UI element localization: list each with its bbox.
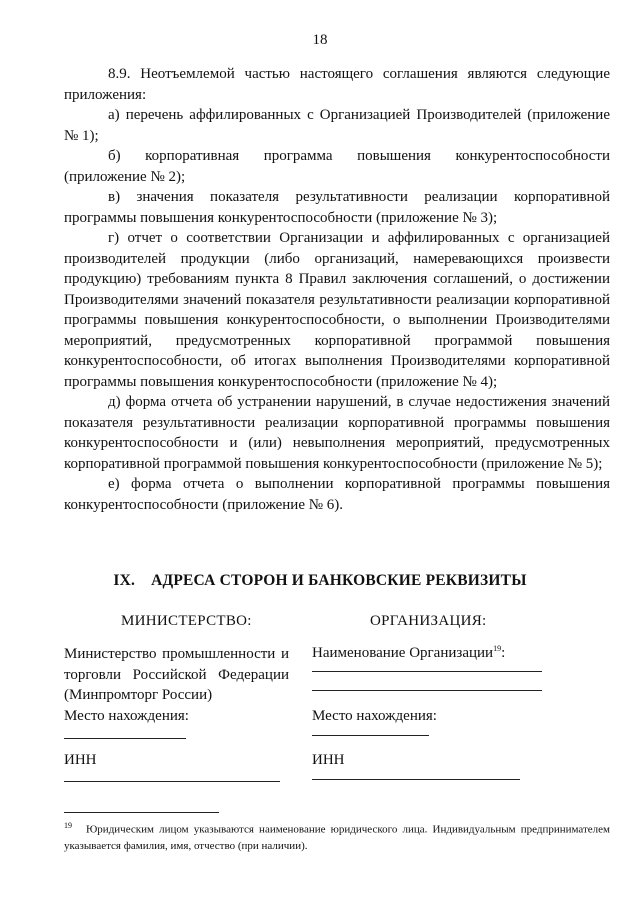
ministry-inn-line	[64, 781, 280, 782]
footnote-reference: 19	[493, 644, 502, 653]
ministry-inn-label: ИНН	[64, 752, 97, 768]
paragraph-g: г) отчет о соответствии Организации и аффилированных с организацией производителей продукции (либо организаций, намеревающихся произвести продукцию) требованиям пункта 8 Правил заключения соглашений, о достижении Производителями значений показателя результативности реализации корпоративной программы повышения конкурентоспособности, о выполнении Производителями мероприятий, предусмотренных корпоративной программой повышения конкурентоспособности, об итогах выполнения Производителями корпоративной программы повышения конкурентоспособности (приложение № 4);	[64, 230, 610, 390]
paragraph-b: б) корпоративная программа повышения конкурентоспособности (приложение № 2);	[64, 148, 610, 185]
appendix-list	[64, 64, 610, 515]
section-title: АДРЕСА СТОРОН И БАНКОВСКИЕ РЕКВИЗИТЫ	[151, 572, 527, 589]
section-heading	[0, 572, 640, 590]
organization-name-label	[312, 639, 542, 664]
page-number: 18	[312, 32, 328, 48]
footnote	[64, 818, 610, 854]
paragraph-d: д) форма отчета об устранении нарушений, в случае недостижения значений показателя результативности реализации корпоративной программы повышения конкурентоспособности и (или) невыполнения мероприятий, предусмотренных корпоративной программой повышения конкурентоспособности (приложение № 5);	[64, 394, 610, 472]
organization-name-colon: :	[501, 645, 506, 661]
ministry-name: Министерство промышленности и торговли Российской Федерации (Минпромторг России)	[64, 646, 289, 703]
organization-name-line-1	[312, 671, 542, 672]
section-number: IX.	[113, 572, 136, 589]
paragraph-a: а) перечень аффилированных с Организацией Производителей (приложение № 1);	[64, 107, 610, 144]
organization-inn-line	[312, 779, 520, 780]
paragraph-8-9: 8.9. Неотъемлемой частью настоящего соглашения являются следующие приложения:	[64, 66, 610, 103]
footnote-text: Юридическим лицом указываются наименование юридического лица. Индивидуальным предпринимателем указывается фамилия, имя, отчество (при наличии).	[64, 823, 610, 852]
footnote-mark: 19	[64, 821, 72, 830]
ministry-location-label: Место нахождения:	[64, 708, 189, 724]
ministry-location-line	[64, 738, 186, 739]
organization-location-label: Место нахождения:	[312, 708, 437, 724]
organization-location-line	[312, 735, 429, 736]
organization-inn-label: ИНН	[312, 752, 345, 768]
organization-name-label-text: Наименование Организации	[312, 645, 494, 661]
ministry-heading: МИНИСТЕРСТВО:	[121, 613, 252, 629]
organization-heading: ОРГАНИЗАЦИЯ:	[370, 613, 487, 629]
footnote-separator	[64, 812, 219, 813]
paragraph-v: в) значения показателя результативности реализации корпоративной программы повышения конкурентоспособности (приложение № 3);	[64, 189, 610, 226]
paragraph-e: е) форма отчета о выполнении корпоративной программы повышения конкурентоспособности (приложение № 6).	[64, 476, 610, 513]
organization-name-line-2	[312, 690, 542, 691]
